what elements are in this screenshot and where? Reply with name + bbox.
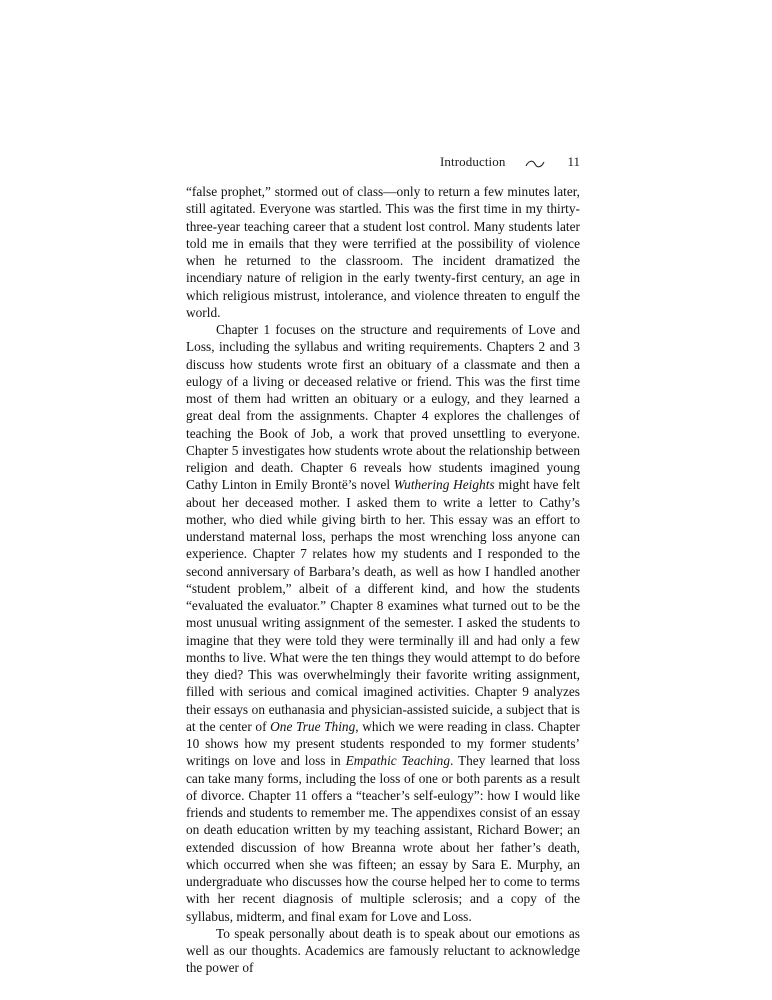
text-run: might have felt about her deceased mother. I asked them to write a letter to Cathy’s mother, who died while giving birth to her. This essay was an effort to understand maternal loss, perhaps the most wrenching loss anyone can experience. Chapter 7 relates how my students and I responded to the second anniversary of Barbara’s death, as well as how I handled another “student problem,” albeit of a different kind, and how the students “evaluated the evaluator.” Chapter 8 examines what turned out to be the most unusual writing assignment of the semester. I asked the students to imagine that they were told they were terminally ill and had only a few months to live. What were the ten things they would attempt to do before they died? This was overwhelmingly their favorite writing assignment, filled with serious and comical imagined activities. Chapter 9 analyzes their essays on euthanasia and physician-assisted suicide, a subject that is at the center of (186, 477, 580, 734)
page-number: 11 (567, 154, 580, 169)
italic-title: Empathic Teaching (345, 753, 451, 769)
text-run: To speak personally about death is to speak about our emotions as well as our thoughts. Academics are famously reluctant to acknowledge the power of (186, 925, 580, 976)
running-head-title: Introduction (440, 154, 506, 169)
paragraph-continued (186, 183, 580, 321)
italic-title: One True Thing (270, 718, 356, 734)
text-run: Chapter 1 focuses on the structure and requirements of Love and Loss, including the syllabus and writing requirements. Chapters 2 and 3 discuss how students wrote first an obituary of a classmate and then a eulogy of a living or deceased relative or friend. This was the first time most of them had written an obituary or a eulogy, and they learned a great deal from the assignments. Chapter 4 explores the challenges of teaching the Book of Job, a work that proved unsettling to everyone. Chapter 5 investigates how students wrote about the relationship between religion and death. Chapter 6 reveals how students imagined young Cathy Linton in Emily Brontë’s novel (186, 322, 580, 493)
paragraph-chapter-overview (186, 321, 580, 925)
text-run: “false prophet,” stormed out of class—only to return a few minutes later, still agitated. Everyone was startled. This was the first time in my thirty-three-year teaching career that a student lost control. Many students later told me in emails that they were terrified at the possibility of violence when he returned to the classroom. The incident dramatized the incendiary nature of religion in the early twenty-first century, an age in which religious mistrust, intolerance, and violence threaten to engulf the world. (186, 184, 580, 320)
running-head (186, 152, 580, 172)
tilde-swash-icon (525, 157, 545, 167)
paragraph-closing (186, 925, 580, 977)
text-run: , which we were reading in class. Chapter 10 shows how my present students responded to my former students’ writings on love and loss in (186, 718, 580, 769)
body-text (186, 183, 580, 977)
italic-title: Wuthering Heights (393, 477, 495, 493)
text-run: . They learned that loss can take many forms, including the loss of one or both parents as a result of divorce. Chapter 11 offers a “teacher’s self-eulogy”: how I would like friends and students to remember me. The appendixes consist of an essay on death education written by my teaching assistant, Richard Bower; an extended discussion of how Breanna wrote about her father’s death, which occurred when she was fifteen; an essay by Sara E. Murphy, an undergraduate who discusses how the course helped her to come to terms with her recent diagnosis of multiple sclerosis; and a copy of the syllabus, midterm, and final exam for Love and Loss. (186, 753, 580, 924)
